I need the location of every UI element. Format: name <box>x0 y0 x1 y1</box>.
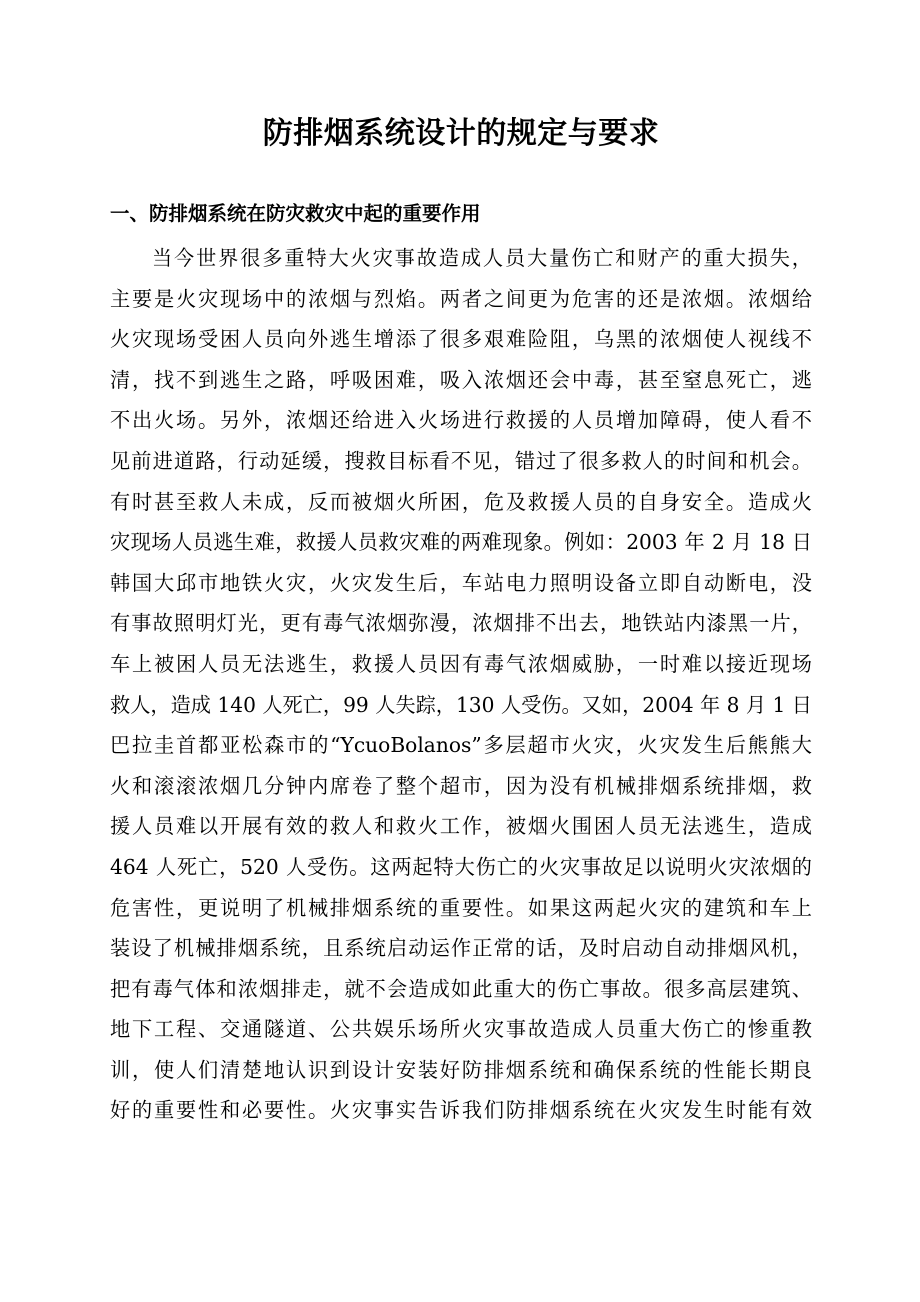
paragraph-line: 地下工程、交通隧道、公共娱乐场所火灾事故造成人员重大伤亡的惨重教 <box>110 1017 812 1042</box>
paragraph-line: 车上被困人员无法逃生，救援人员因有毒气浓烟威胁，一时难以接近现场 <box>110 651 812 676</box>
paragraph-line: 见前进道路，行动延缓，搜救目标看不见，错过了很多救人的时间和机会。 <box>110 448 812 473</box>
paragraph-line: 有事故照明灯光，更有毒气浓烟弥漫，浓烟排不出去，地铁站内漆黑一片， <box>110 611 812 636</box>
paragraph-line: 训，使人们清楚地认识到设计安装好防排烟系统和确保系统的性能长期良 <box>110 1057 812 1082</box>
paragraph-line: 好的重要性和必要性。火灾事实告诉我们防排烟系统在火灾发生时能有效 <box>110 1098 812 1123</box>
section-paragraph <box>110 238 812 1131</box>
document-title: 防排烟系统设计的规定与要求 <box>262 116 660 151</box>
paragraph-line: 援人员难以开展有效的救人和救火工作，被烟火围困人员无法逃生，造成 <box>110 814 812 839</box>
paragraph-line: 装设了机械排烟系统，且系统启动运作正常的话，及时启动自动排烟风机， <box>110 936 812 961</box>
paragraph-line: 不出火场。另外，浓烟还给进入火场进行救援的人员增加障碍，使人看不 <box>110 408 812 433</box>
paragraph-line: 当今世界很多重特大火灾事故造成人员大量伤亡和财产的重大损失， <box>152 246 812 270</box>
paragraph-line: 火和滚滚浓烟几分钟内席卷了整个超市，因为没有机械排烟系统排烟，救 <box>110 773 812 798</box>
paragraph-line: 主要是火灾现场中的浓烟与烈焰。两者之间更为危害的还是浓烟。浓烟给 <box>110 286 812 311</box>
paragraph-line: 救人，造成 140 人死亡，99 人失踪，130 人受伤。又如，2004 年 8 月 1 日 <box>110 692 812 717</box>
paragraph-line: 火灾现场受困人员向外逃生增添了很多艰难险阻，乌黑的浓烟使人视线不 <box>110 327 812 352</box>
paragraph-line: 有时甚至救人未成，反而被烟火所困，危及救援人员的自身安全。造成火 <box>110 489 812 514</box>
paragraph-line: 巴拉圭首都亚松森市的“YcuoBolanos”多层超市火灾，火灾发生后熊熊大 <box>110 733 812 758</box>
paragraph-line: 464 人死亡，520 人受伤。这两起特大伤亡的火灾事故足以说明火灾浓烟的 <box>110 854 812 879</box>
paragraph-line: 韩国大邱市地铁火灾，火灾发生后，车站电力照明设备立即自动断电，没 <box>110 570 812 595</box>
section-heading: 一、防排烟系统在防灾救灾中起的重要作用 <box>110 202 481 225</box>
paragraph-line: 危害性，更说明了机械排烟系统的重要性。如果这两起火灾的建筑和车上 <box>110 895 812 920</box>
paragraph-line: 把有毒气体和浓烟排走，就不会造成如此重大的伤亡事故。很多高层建筑、 <box>110 976 812 1001</box>
paragraph-line: 清，找不到逃生之路，呼吸困难，吸入浓烟还会中毒，甚至窒息死亡，逃 <box>110 367 812 392</box>
paragraph-line: 灾现场人员逃生难，救援人员救灾难的两难现象。例如：2003 年 2 月 18 日 <box>110 530 812 555</box>
